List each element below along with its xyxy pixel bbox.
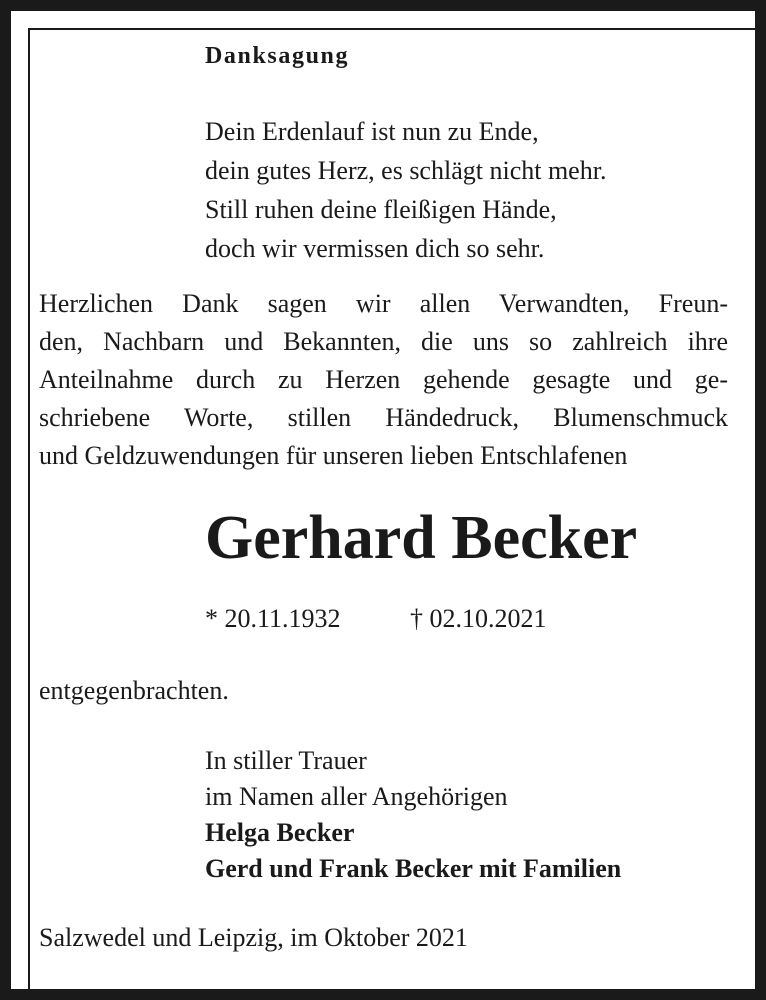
poem bbox=[205, 112, 606, 268]
mourning-line: im Namen aller Angehörigen bbox=[205, 782, 508, 811]
poem-line: doch wir vermissen dich so sehr. bbox=[205, 234, 545, 263]
notice-heading: Danksagung bbox=[205, 43, 350, 69]
place-and-date: Salzwedel und Leipzig, im Oktober 2021 bbox=[39, 923, 468, 952]
thanks-line: Anteilnahme durch zu Herzen gehende gesagte und ge- bbox=[39, 365, 728, 394]
closing-text: entgegenbrachten. bbox=[39, 676, 229, 705]
signer-name: Gerd und Frank Becker mit Familien bbox=[205, 854, 622, 883]
thanks-line: Herzlichen Dank sagen wir allen Verwandten, Freun- bbox=[39, 289, 728, 318]
thanks-line: und Geldzuwendungen für unseren lieben Entschlafenen bbox=[39, 441, 628, 470]
birth-date: * 20.11.1932 bbox=[205, 604, 341, 633]
death-date: † 02.10.2021 bbox=[410, 604, 547, 633]
thanks-line: schriebene Worte, stillen Händedruck, Blumenschmuck bbox=[39, 403, 728, 432]
mourning-line: In stiller Trauer bbox=[205, 746, 367, 775]
deceased-name: Gerhard Becker bbox=[205, 504, 638, 572]
mourning-block bbox=[205, 743, 621, 887]
poem-line: dein gutes Herz, es schlägt nicht mehr. bbox=[205, 156, 607, 185]
thanks-line: den, Nachbarn und Bekannten, die uns so zahlreich ihre bbox=[39, 327, 728, 356]
poem-line: Dein Erdenlauf ist nun zu Ende, bbox=[205, 117, 539, 146]
signer-name: Helga Becker bbox=[205, 818, 355, 847]
thanks-paragraph bbox=[39, 285, 728, 475]
poem-line: Still ruhen deine fleißigen Hände, bbox=[205, 195, 557, 224]
